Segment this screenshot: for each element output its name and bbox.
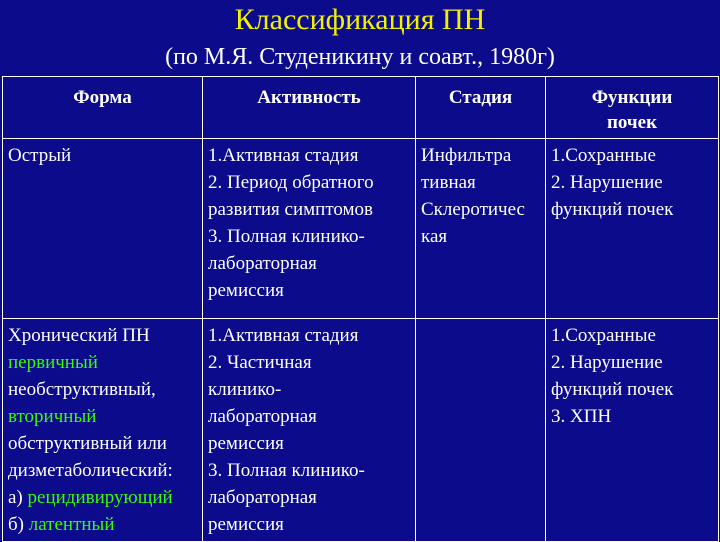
chronic-activity-line: клинико- [208,379,282,400]
chronic-form-line: необструктивный, [8,379,156,400]
chronic-function-line: 1.Сохранные [551,325,656,346]
acute-stage-line: тивная [421,172,476,193]
chronic-function-line: 3. ХПН [551,406,612,427]
acute-stage-line: Склеротичес [421,199,525,220]
acute-activity-line: 1.Активная стадия [208,145,359,166]
chronic-form-recurrent-prefix: а) [8,487,28,508]
chronic-function-line: функций почек [551,379,674,400]
acute-function-cell [546,139,719,319]
chronic-function-cell [546,319,719,542]
acute-activity-line: 2. Период обратного [208,172,374,193]
chronic-form-latent-label: латентный [28,514,115,535]
acute-stage-line: кая [421,226,448,247]
slide-title: Классификация ПН [234,3,486,36]
acute-function-line: функций почек [551,199,674,220]
chronic-activity-line: ремиссия [208,433,284,454]
acute-activity-line: развития симптомов [208,199,374,220]
header-stage: Стадия [416,77,546,139]
header-row [3,77,719,139]
header-kidney-function [546,77,719,139]
slide-subtitle: (по М.Я. Студеникину и соавт., 1980г) [165,44,555,70]
acute-stage-line: Инфильтра [421,145,512,166]
chronic-form-latent-prefix: б) [8,514,29,535]
chronic-form-line: Хронический ПН [8,325,150,346]
header-kidney-function-line2: почек [606,112,658,133]
chronic-form-recurrent [8,484,197,511]
chronic-form-secondary: вторичный [8,406,97,427]
chronic-activity-cell [203,319,416,542]
header-activity: Активность [203,77,416,139]
chronic-row [3,319,719,542]
acute-activity-line: лабораторная [208,253,317,274]
chronic-activity-line: лабораторная [208,487,317,508]
chronic-form-cell [3,319,203,542]
acute-activity-line: 3. Полная клинико- [208,226,365,247]
chronic-activity-line: 1.Активная стадия [208,325,359,346]
chronic-form-recurrent-label: рецидивирующий [27,487,173,508]
chronic-activity-line: ремиссия [208,514,284,535]
chronic-stage-cell [416,319,546,542]
classification-table [2,76,719,542]
acute-form-cell [3,139,203,319]
acute-activity-cell [203,139,416,319]
chronic-activity-line: 2. Частичная [208,352,312,373]
chronic-function-line: 2. Нарушение [551,352,663,373]
chronic-form-line: обструктивный или [8,433,167,454]
chronic-form-primary: первичный [8,352,98,373]
header-kidney-function-line1: Функции [591,87,673,108]
acute-stage-cell [416,139,546,319]
chronic-form-line: дизметаболический: [8,460,173,481]
chronic-activity-line: 3. Полная клинико- [208,460,365,481]
chronic-form-latent [8,511,197,538]
acute-row [3,139,719,319]
acute-function-line: 1.Сохранные [551,145,656,166]
header-form: Форма [3,77,203,139]
chronic-activity-line: лабораторная [208,406,317,427]
acute-function-line: 2. Нарушение [551,172,663,193]
acute-form-label: Острый [8,145,72,166]
acute-activity-line: ремиссия [208,280,284,301]
